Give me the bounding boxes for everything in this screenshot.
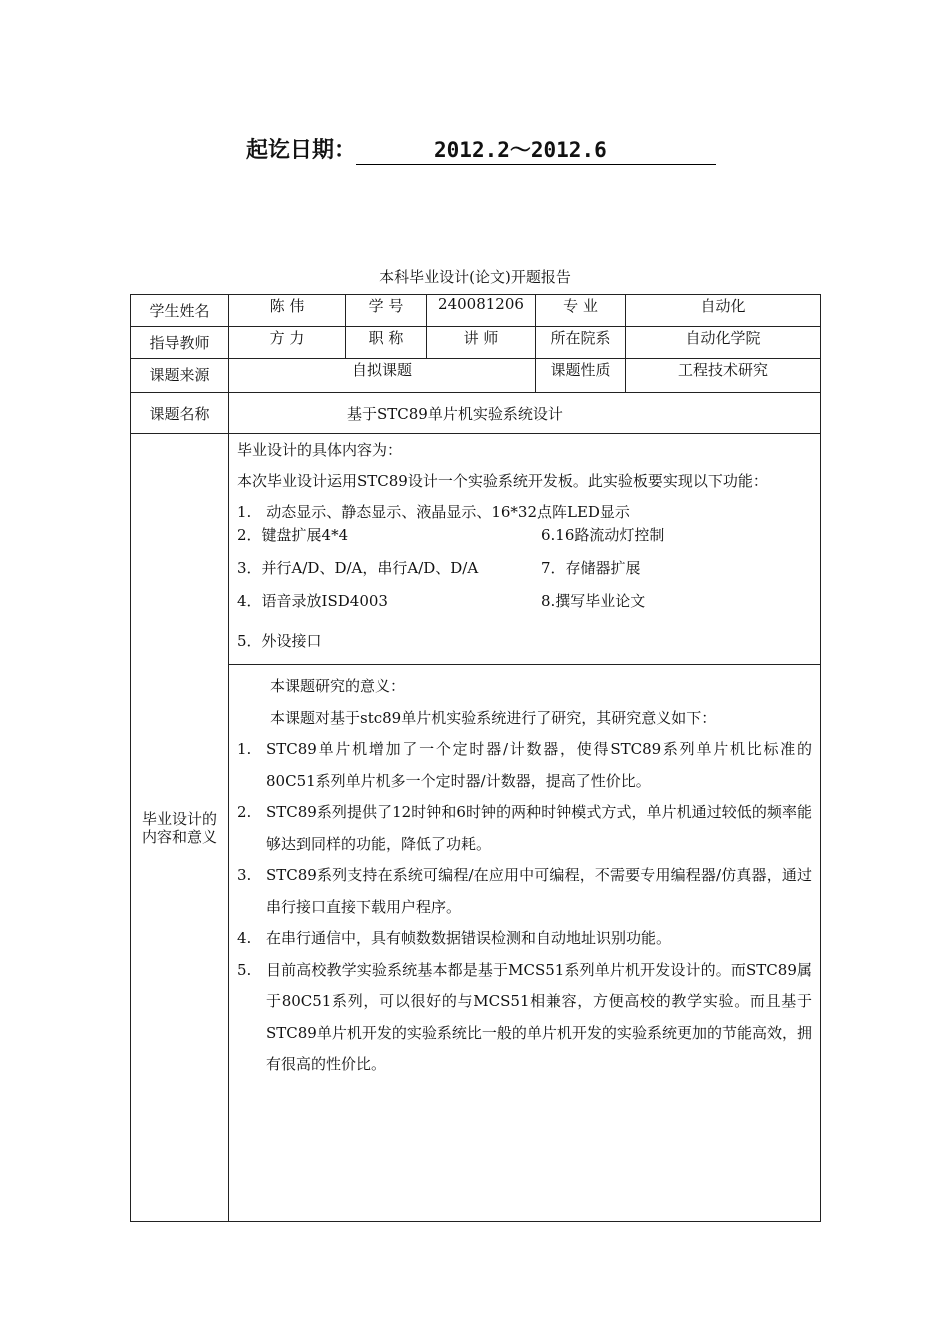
point-text: 在串行通信中，具有帧数数据错误检测和自动地址识别功能。 [266, 929, 672, 947]
topic: 基于STC89单片机实验系统设计 [347, 404, 563, 423]
content-heading: 毕业设计的具体内容为： [237, 441, 403, 459]
content-cell [229, 434, 821, 665]
major: 自动化 [626, 295, 821, 327]
student-name: 陈 伟 [229, 295, 346, 327]
point-text: STC89系列支持在系统可编程/在应用中可编程，不需要专用编程器/仿真器，通过串行接口直接下载用户程序。 [266, 866, 812, 916]
point-text: STC89系列提供了12时钟和6时钟的两种时钟模式方式，单片机通过较低的频率能够达到同样的功能，降低了功耗。 [266, 803, 812, 853]
point-number: 5. [237, 960, 252, 979]
point-text: STC89单片机增加了一个定时器/计数器，使得STC89系列单片机比标准的80C51系列单片机多一个定时器/计数器，提高了性价比。 [266, 740, 812, 790]
section-label: 毕业设计的内容和意义 [131, 434, 229, 1222]
content-item-1: 1. 动态显示、静态显示、液晶显示、16*32点阵LED显示 [237, 503, 630, 521]
content-item-8: 8.撰写毕业论文 [541, 592, 646, 610]
point-number: 2. [237, 803, 252, 821]
significance-point [237, 955, 812, 1081]
content-item-2: 2．键盘扩展4*4 [237, 526, 349, 544]
significance-heading: 本课题研究的意义： [270, 677, 406, 695]
content-row-3 [237, 558, 812, 591]
significance-point [237, 860, 812, 923]
student-id-label: 学 号 [346, 295, 427, 327]
advisor-label: 指导教师 [131, 327, 229, 359]
content-intro: 本次毕业设计运用STC89设计一个实验系统开发板。此实验板要实现以下功能： [237, 472, 768, 490]
student-name-label: 学生姓名 [131, 295, 229, 327]
content-item-6: 6.16路流动灯控制 [541, 526, 665, 544]
proposal-table [130, 294, 821, 1222]
advisor: 方 力 [229, 327, 346, 359]
title-rank-label: 职 称 [346, 327, 427, 359]
content-item-3: 3．并行A/D、D/A，串行A/D、D/A [237, 559, 479, 577]
significance-point [237, 923, 812, 955]
college: 自动化学院 [626, 327, 821, 359]
source-label: 课题来源 [131, 359, 229, 393]
content-item-4: 4．语音录放ISD4003 [237, 592, 388, 610]
point-number: 1. [237, 740, 252, 758]
title-rank: 讲 师 [427, 327, 536, 359]
date-value: 2012.2～2012.6 [356, 134, 716, 165]
topic-label: 课题名称 [131, 393, 229, 434]
content-item-7: 7．存储器扩展 [541, 559, 641, 577]
content-row-2 [237, 525, 812, 558]
college-label: 所在院系 [536, 327, 626, 359]
content-row-4 [237, 591, 812, 631]
nature-label: 课题性质 [536, 359, 626, 393]
point-text: 目前高校教学实验系统基本都是基于MCS51系列单片机开发设计的。而STC89属于80C51系列，可以很好的与MCS51相兼容，方便高校的教学实验。而且基于STC89单片机开发的实验系统比一般的单片机开发的实验系统更加的节能高效，拥有很高的性价比。 [266, 960, 812, 1073]
significance-point [237, 797, 812, 860]
date-range [246, 133, 716, 165]
significance-cell [229, 665, 821, 1222]
content-item-5: 5．外设接口 [237, 632, 322, 650]
report-title: 本科毕业设计(论文)开题报告 [379, 268, 571, 286]
source: 自拟课题 [229, 359, 536, 393]
nature: 工程技术研究 [626, 359, 821, 393]
topic-cell [229, 393, 821, 434]
date-label: 起讫日期： [246, 138, 357, 163]
point-number: 4. [237, 929, 252, 947]
significance-intro: 本课题对基于stc89单片机实验系统进行了研究，其研究意义如下： [270, 708, 717, 727]
student-id: 240081206 [427, 295, 536, 327]
point-number: 3. [237, 866, 252, 884]
major-label: 专 业 [536, 295, 626, 327]
significance-point [237, 734, 812, 797]
